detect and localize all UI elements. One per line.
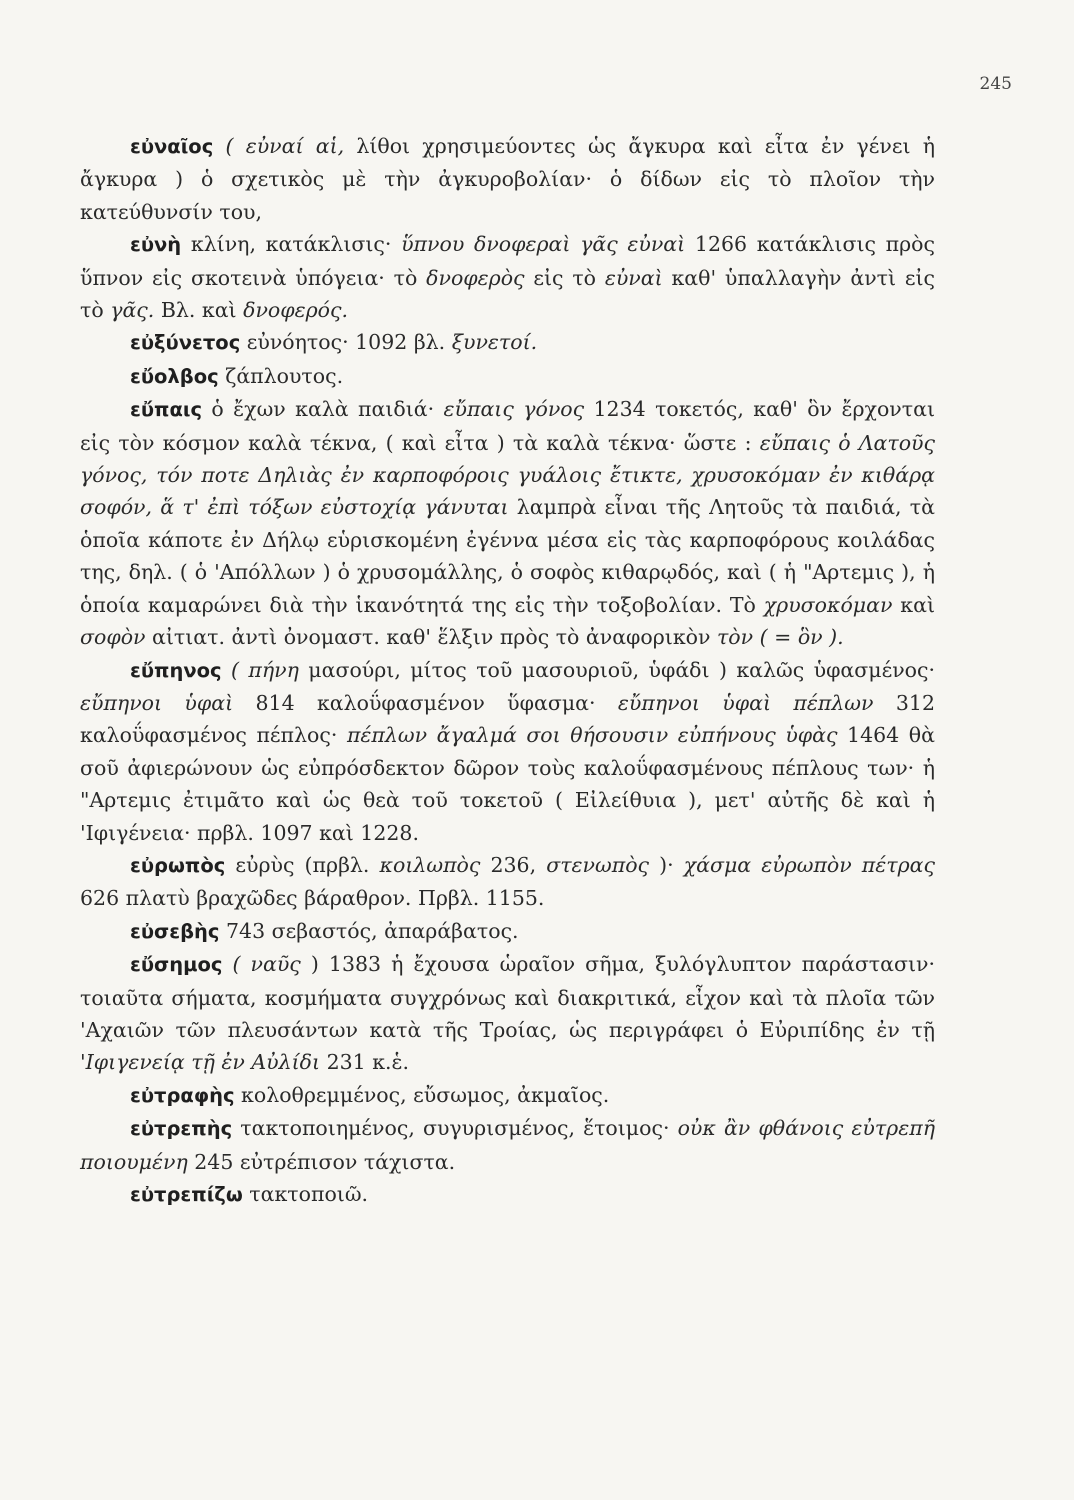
entry-headword: εὔολβος	[130, 364, 219, 388]
entry-definition-text: λαμπρὰ εἶναι τῆς Λητοῦς τὰ παιδιά, τὰ ὁποῖα κάποτε ἐν Δήλῳ εὑρισκομένη ἐγέννα μέσα εἰς τὰς καρποφόρους κοιλάδας της, δηλ. ( ὁ 'Απόλλων ) ὁ χρυσομάλλης, ὁ σοφὸς κιθαρῳδός, καὶ ( ἡ "Αρτεμις ), ἡ ὁποία καμαρώνει διὰ τὴν ἱκανότητά της εἰς τὴν τοξοβολίαν. Τὸ	[80, 495, 935, 617]
entry-quote-text: δνοφερὸς	[426, 265, 525, 290]
entry-quote-text: εὐναί αἱ,	[245, 134, 345, 158]
entry-quote-text: εὔπαις γόνος	[443, 397, 585, 422]
entry-definition-text: 245 εὐτρέπισον τάχιστα.	[187, 1149, 456, 1174]
glossary-entry	[80, 654, 935, 849]
glossary-entries	[80, 130, 935, 1211]
entry-headword: εὐτραφὴς	[130, 1083, 235, 1107]
entry-definition-text: εὐνόητος· 1092 βλ.	[240, 330, 452, 355]
entry-quote-text: στενωπὸς	[546, 852, 650, 877]
glossary-entry	[80, 1178, 935, 1211]
entry-definition-text: αἰτιατ. ἀντὶ ὀνομαστ. καθ' ἕλξιν πρὸς τὸ ἀναφορικὸν	[145, 625, 717, 650]
entry-definition-text: ζάπλουτος.	[218, 363, 344, 388]
entry-definition-text: Βλ. καὶ	[154, 298, 244, 323]
entry-quote-text: (	[221, 657, 249, 682]
glossary-entry	[80, 1079, 935, 1112]
glossary-entry	[80, 393, 935, 653]
entry-quote-text: οὐκ ἂν φθάνοις εὐτρεπῆ ποιουμένη	[80, 1116, 935, 1174]
entry-definition-text: 1464 θὰ σοῦ ἀφιερώνουν ὡς εὐπρόσδεκτον δῶρον τοὺς καλοΰφασμένους πέπλους των· ἡ "Αρτεμις ἐτιμᾶτο καὶ ὡς θεὰ τοῦ τοκετοῦ ( Εἰλείθυια ), μετ' αὐτῆς δὲ καὶ ἡ 'Ιφιγένεια· πρβλ. 1097 καὶ 1228.	[80, 723, 935, 845]
entry-definition-text: μασούρι, μίτος τοῦ μασουριοῦ, ὑφάδι ) καλῶς ὑφασμένος·	[298, 657, 936, 682]
entry-headword: εὐτρεπίζω	[130, 1183, 243, 1206]
entry-quote-text: χρυσοκόμαν	[763, 592, 893, 617]
entry-quote-text: (	[222, 952, 251, 977]
entry-quote-text: πήνη	[248, 657, 299, 682]
glossary-entry	[80, 360, 935, 393]
entry-quote-text: σοφὸν	[80, 625, 146, 650]
entry-headword: εὔσημος	[130, 953, 223, 977]
entry-definition-text: τακτοποιημένος, συγυρισμένος, ἕτοιμος·	[232, 1116, 678, 1141]
entry-definition-text: 743 σεβαστός, ἀπαράβατος.	[219, 918, 519, 943]
entry-quote-text: χάσμα εὐρωπὸν πέτρας	[683, 852, 935, 877]
entry-quote-text: εὐναὶ	[604, 265, 663, 290]
entry-quote-text: δνοφερός.	[243, 298, 349, 323]
entry-definition-text: λίθοι χρησιμεύοντες ὡς ἄγκυρα καὶ εἶτα ἐν γένει ἡ ἄγκυρα ) ὁ σχετικὸς μὲ τὴν ἀγκυροβολίαν· ὁ δίδων εἰς τὸ πλοῖον τὴν κατεύθυνσίν του,	[80, 134, 935, 224]
entry-headword: εὐτρεπὴς	[130, 1117, 233, 1141]
glossary-entry	[80, 228, 935, 326]
entry-headword: εὐρωπὸς	[130, 853, 226, 877]
entry-quote-text: εὔπηνοι ὑφαὶ πέπλων	[617, 690, 874, 715]
entry-quote-text: ξυνετοί.	[451, 330, 538, 355]
glossary-entry	[80, 326, 935, 359]
glossary-entry	[80, 948, 935, 1079]
entry-headword: εὐξύνετος	[130, 331, 241, 355]
glossary-entry	[80, 130, 935, 228]
glossary-entry	[80, 849, 935, 915]
entry-definition-text: ) 1383 ἡ ἔχουσα ὡραῖον σῆμα, ξυλόγλυπτον παράστασιν· τοιαῦτα σήματα, κοσμήματα συγχρόνως καὶ διακριτικά, εἶχον καὶ τὰ πλοῖα τῶν 'Αχαιῶν τῶν πλευσάντων κατὰ τῆς Τροίας, ὡς περιγράφει ὁ Εὐριπίδης ἐν τῇ	[80, 952, 936, 1042]
glossary-entry	[80, 1112, 935, 1178]
entry-definition-text: καὶ	[892, 592, 935, 617]
entry-quote-text: (	[213, 134, 246, 158]
entry-definition-text: 231 κ.ἑ.	[320, 1050, 410, 1075]
entry-definition-text: )·	[649, 852, 684, 877]
entry-definition-text: 1266 κατάκλισις πρὸς ὕπνον εἰς σκοτεινὰ ὑπόγεια· τὸ	[80, 232, 935, 290]
entry-definition-text: 236,	[480, 852, 547, 877]
entry-quote-text: εὔπαις ὁ Λατοῦς γόνος, τόν ποτε Δηλιὰς ἐν καρποφόροις γυάλοις ἔτικτε, χρυσοκόμαν ἐν κιθάρᾳ σοφόν, ἅ τ' ἐπὶ τόξων εὐστοχίᾳ γάνυται	[80, 430, 935, 520]
entry-definition-text: καθ' ὑπαλλαγὴν ἀντὶ εἰς τὸ	[80, 265, 935, 323]
page-number: 245	[979, 74, 1012, 94]
entry-quote-text: γᾶς.	[110, 298, 155, 323]
entry-definition-text: 626 πλατὺ βραχῶδες βάραθρον. Πρβλ. 1155.	[80, 886, 545, 911]
entry-definition-text: κολοθρεμμένος, εὔσωμος, ἀκμαῖος.	[234, 1082, 610, 1107]
entry-definition-text: εὐρὺς (πρβλ.	[225, 852, 380, 877]
entry-definition-text: εἰς τὸ	[524, 265, 605, 290]
entry-headword: εὐνὴ	[130, 233, 182, 257]
entry-definition-text: 814 καλοΰφασμένον ὕφασμα·	[233, 690, 618, 715]
entry-quote-text: τὸν ( = ὃν ).	[716, 625, 844, 650]
entry-quote-text: ναῦς	[250, 952, 301, 977]
entry-definition-text: ὁ ἔχων καλὰ παιδιά·	[202, 397, 444, 422]
entry-quote-text: κοιλωπὸς	[379, 852, 481, 877]
entry-quote-text: εὔπηνοι ὑφαὶ	[80, 690, 234, 715]
entry-definition-text: 1234 τοκετός, καθ' ὃν ἔρχονται εἰς τὸν κόσμον καλὰ τέκνα, ( καὶ εἶτα ) τὰ καλὰ τέκνα· ὥστε :	[80, 397, 935, 455]
entry-quote-text: πέπλων ἄγαλμά σοι θήσουσιν εὐπήνους ὑφὰς	[346, 723, 838, 748]
entry-headword: εὔπηνος	[130, 658, 222, 682]
entry-definition-text: κλίνη, κατάκλισις·	[181, 232, 402, 257]
entry-quote-text: ὕπνου δνοφεραὶ γᾶς εὐναὶ	[401, 232, 686, 257]
entry-definition-text: 312 καλοΰφασμένος πέπλος·	[80, 690, 935, 748]
entry-quote-text: 'Ιφιγενείᾳ τῇ ἐν Αὐλίδι	[80, 1050, 321, 1075]
entry-headword: εὐσεβὴς	[130, 919, 220, 943]
entry-definition-text: τακτοποιῶ.	[242, 1182, 369, 1206]
entry-headword: εὔπαις	[130, 398, 203, 422]
entry-headword: εὐναῖος	[130, 135, 214, 158]
glossary-entry	[80, 915, 935, 948]
